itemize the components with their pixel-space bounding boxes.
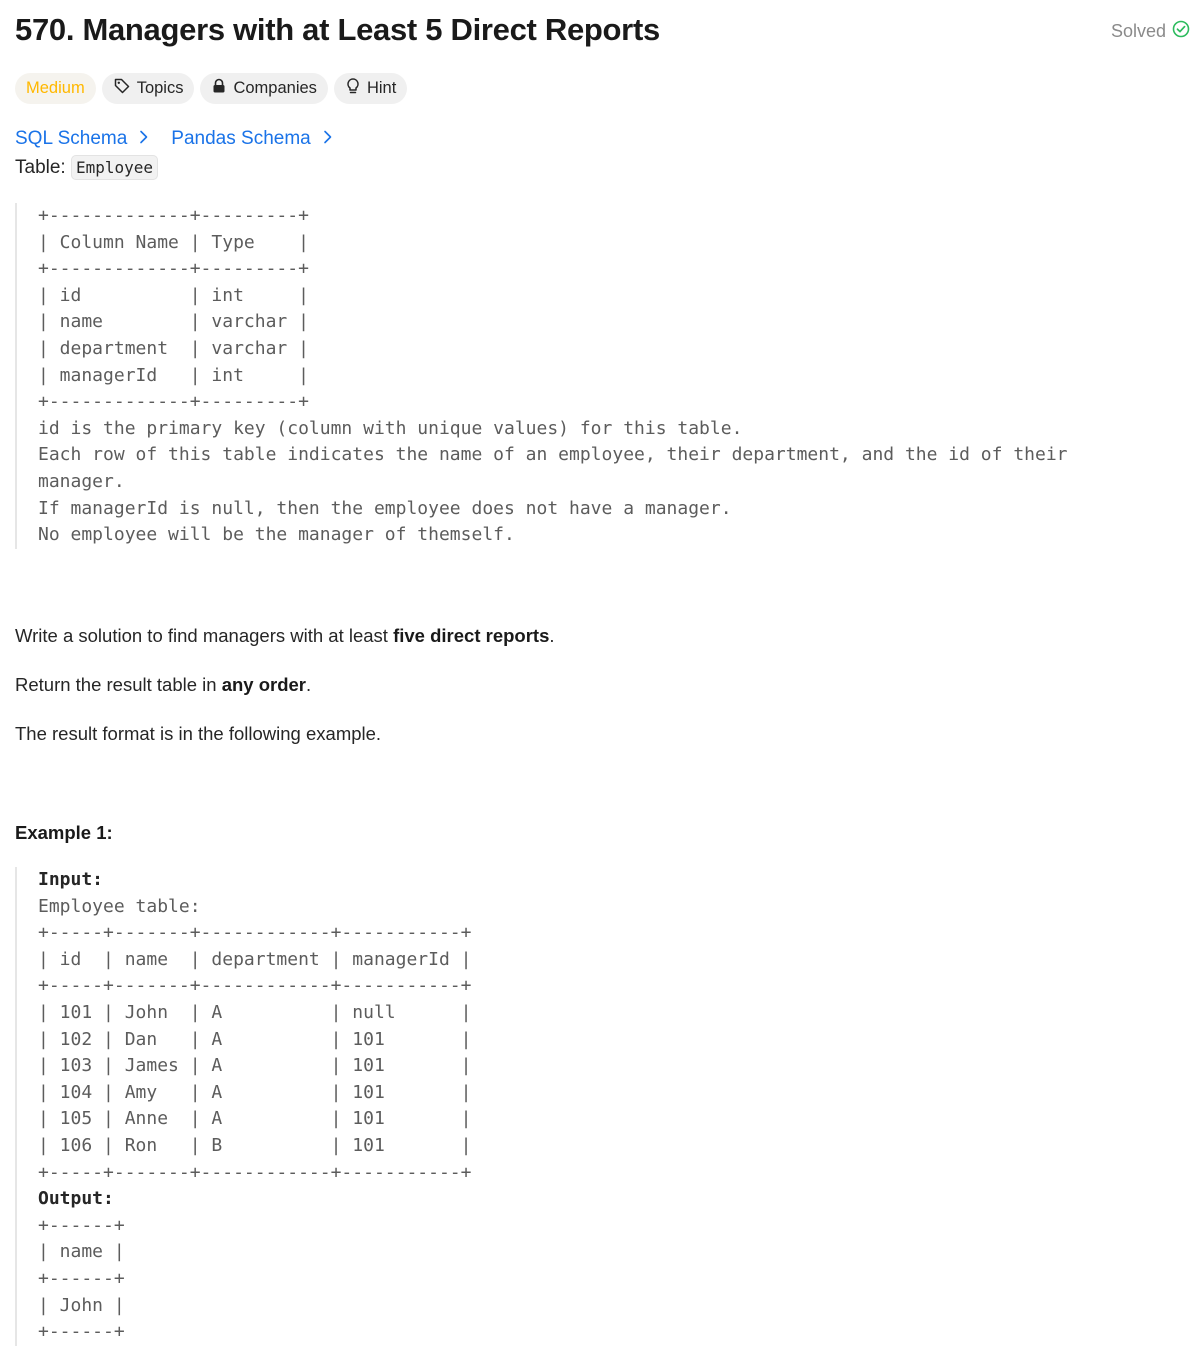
topics-label: Topics <box>136 79 184 97</box>
hint-button[interactable] <box>334 73 407 104</box>
pandas-schema-label: Pandas Schema <box>171 128 311 149</box>
description-text: Write a solution to find managers with at least <box>15 625 394 646</box>
description-text: . <box>549 625 555 646</box>
table-label-row <box>15 157 158 179</box>
problem-title: 570. Managers with at Least 5 Direct Reports <box>15 12 660 47</box>
description-text: Return the result table in <box>15 674 222 695</box>
example-heading: Example 1: <box>15 822 113 843</box>
check-circle-icon <box>1172 20 1190 43</box>
solved-status <box>1111 20 1190 43</box>
description-bold: any order <box>221 674 307 695</box>
description-bold: five direct reports <box>393 625 550 646</box>
chevron-right-icon <box>139 128 149 150</box>
sql-schema-link[interactable] <box>15 128 149 150</box>
companies-label: Companies <box>233 79 317 97</box>
output-label: Output: <box>38 1188 114 1210</box>
schema-links <box>15 128 333 150</box>
description-text: . <box>306 674 312 695</box>
companies-button[interactable] <box>200 73 327 104</box>
sql-schema-label: SQL Schema <box>15 128 128 149</box>
input-block: Employee table: +-----+-------+------------+-----------+ | id | name | department | managerId | +-----+-------+------------+-----------+ | 101 | John | A | null | | 102 | Dan | A | 101 | | 103 | James | A | 101 | | 104 | Amy | A | 101 | | 105 | Anne | A | 101 | | 106 | Ron | B | 101 | +-----+-------+------------+-----------+ <box>38 895 472 1183</box>
input-label: Input: <box>38 869 104 890</box>
table-label: Table: <box>15 157 66 178</box>
title-row <box>15 12 1190 52</box>
table-name-code: Employee <box>71 155 158 180</box>
solved-label: Solved <box>1110 21 1166 41</box>
lock-icon <box>211 78 227 99</box>
output-block: +------+ | name | +------+ | John | +------+ <box>38 1214 125 1343</box>
topics-button[interactable] <box>102 73 195 104</box>
pandas-schema-link[interactable] <box>171 128 332 150</box>
lightbulb-icon <box>345 77 361 100</box>
description-paragraph-1 <box>15 625 555 647</box>
tag-bar <box>15 73 407 104</box>
example-code-block <box>15 867 471 1346</box>
description-paragraph-2 <box>15 674 311 696</box>
tag-icon <box>113 77 131 100</box>
description-paragraph-3: The result format is in the following example. <box>15 723 382 744</box>
chevron-right-icon <box>323 128 333 150</box>
schema-code-block: +-------------+---------+ | Column Name | Type | +-------------+---------+ | id | int | | name | varchar | | department | varchar | | managerId | int | +-------------+---------+ id is the primary key (column with unique values) for this table. Each row of this table indicates the name of an employee, their department, and the id of their manager. If managerId is null, then the employee does not have a manager. No employee will be the manager of themself. <box>15 203 1068 549</box>
difficulty-badge <box>15 73 96 104</box>
difficulty-label: Medium <box>26 79 85 97</box>
hint-label: Hint <box>366 79 397 97</box>
